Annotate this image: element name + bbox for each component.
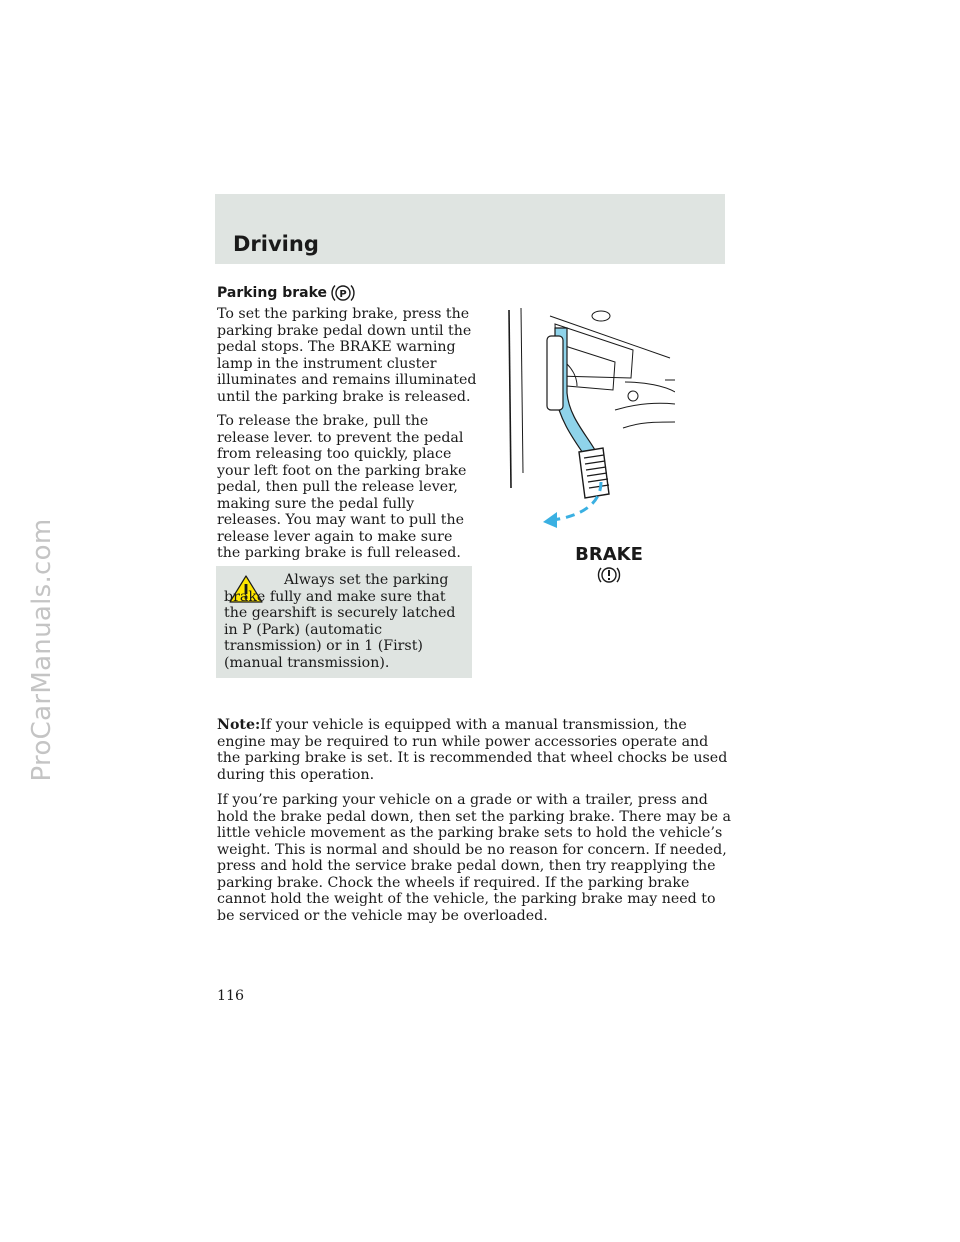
- brake-label: BRAKE: [575, 544, 643, 565]
- svg-text:P: P: [339, 289, 347, 300]
- section-title-text: Parking brake: [217, 285, 328, 301]
- page-number: 116: [217, 988, 245, 1004]
- full-width-text: [217, 717, 732, 933]
- instructions: [217, 306, 477, 570]
- paragraph-set-brake: To set the parking brake, press the parking brake pedal down until the pedal stops. The BRAKE warning lamp in the instrument cluster illuminates and remains illuminated until the parking brake is released.: [217, 306, 477, 405]
- note-text: If your vehicle is equipped with a manual transmission, the engine may be required to run while power accessories operate and the parking brake is set. It is recommended that wheel chocks be used during this operation.: [217, 717, 728, 783]
- note-label: Note:: [217, 717, 261, 733]
- warning-box: [216, 566, 472, 678]
- note-paragraph: [217, 717, 732, 783]
- brake-warning-lamp-icon: [598, 568, 619, 582]
- watermark-text: ProCarManuals.com: [27, 518, 57, 782]
- brake-illustration: [505, 298, 675, 597]
- paragraph-grade-parking: If you’re parking your vehicle on a grade or with a trailer, press and hold the brake pedal down, then set the parking brake. There may be a little vehicle movement as the parking brake sets to hold the vehicle’s weight. This is normal and should be no reason for concern. If needed, press and hold the service brake pedal down, then try reapplying the parking brake. Chock the wheels if required. If the parking brake cannot hold the weight of the vehicle, the parking brake may need to be serviced or the vehicle may be overloaded.: [217, 792, 731, 924]
- page-title: Driving: [233, 232, 319, 256]
- watermark: [22, 500, 62, 800]
- parking-brake-icon: [330, 282, 356, 304]
- section-title: [217, 282, 356, 304]
- paragraph-release-brake: To release the brake, pull the release lever. to prevent the pedal from releasing too quickly, place your left foot on the parking brake pedal, then pull the release lever, making sure the pedal fully releases. You may want to pull the release lever again to make sure the parking brake is full released.: [217, 413, 467, 561]
- header-band: [215, 194, 725, 264]
- warning-text: Always set the parking brake fully and make sure that the gearshift is securely latched in P (Park) (automatic transmission) or in 1 (First) (manual transmission).: [224, 572, 456, 671]
